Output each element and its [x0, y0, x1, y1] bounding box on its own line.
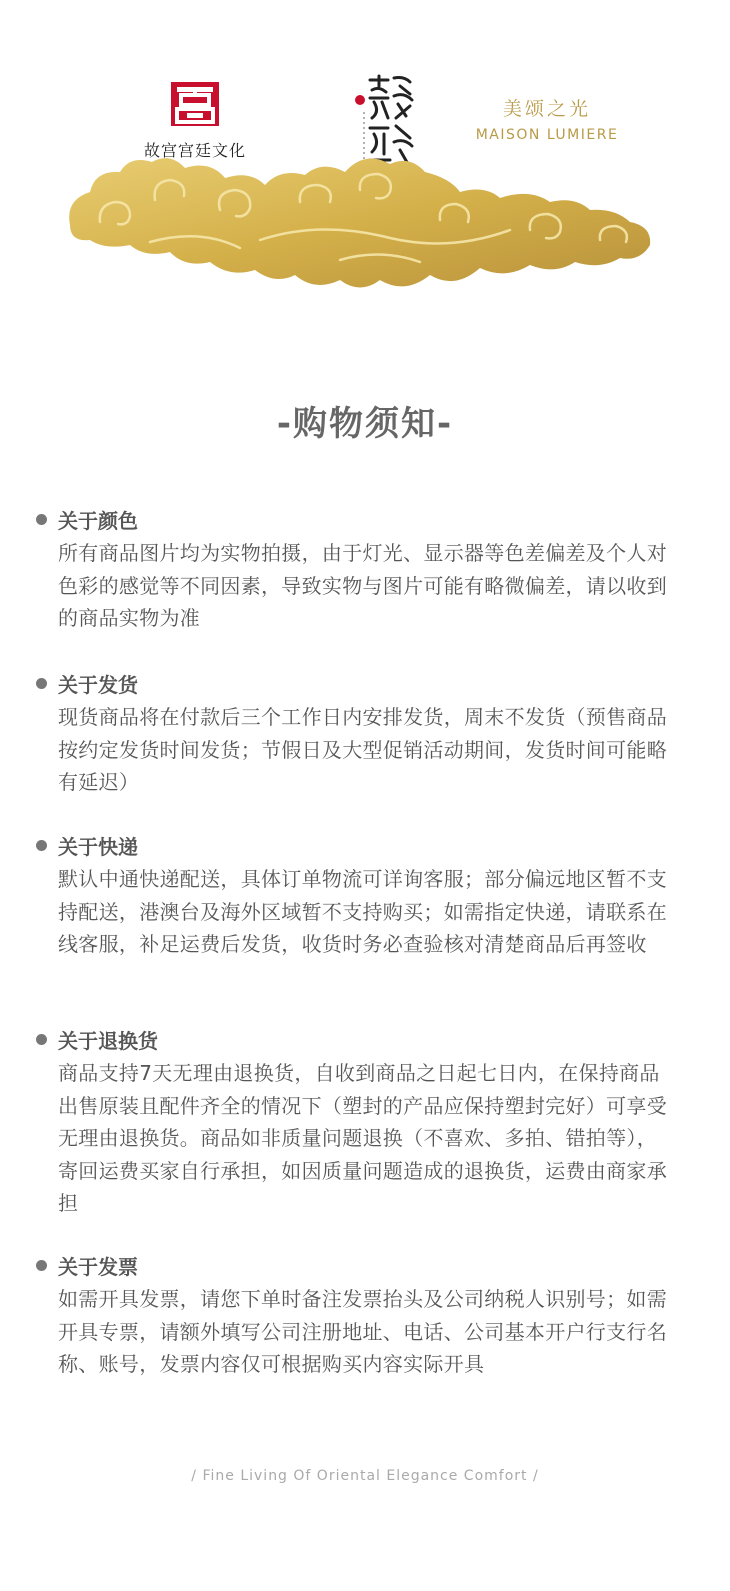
notice-item-invoice — [36, 1250, 676, 1381]
notice-header — [36, 1024, 676, 1054]
golden-cloud-illustration — [60, 130, 660, 300]
notice-title: 关于发货 — [58, 672, 138, 697]
palace-seal-icon — [169, 80, 221, 128]
notice-title: 关于退换货 — [58, 1028, 158, 1053]
notice-title: 关于颜色 — [58, 508, 138, 533]
notice-title: 关于快递 — [58, 834, 138, 859]
bullet-dot-icon — [36, 514, 47, 525]
notice-item-shipping — [36, 668, 676, 799]
notice-body: 所有商品图片均为实物拍摄，由于灯光、显示器等色差偏差及个人对色彩的感觉等不同因素，导致实物与图片可能有略微偏差，请以收到的商品实物为准 — [58, 541, 667, 630]
notice-header — [36, 830, 676, 860]
maison-chinese-name: 美颂之光 — [502, 98, 591, 120]
notice-header — [36, 1250, 676, 1280]
notice-item-color — [36, 504, 676, 635]
notice-title: 关于发票 — [58, 1254, 138, 1279]
notice-header — [36, 668, 676, 698]
notice-item-courier — [36, 830, 676, 961]
notice-body: 如需开具发票，请您下单时备注发票抬头及公司纳税人识别号；如需开具专票，请额外填写公司注册地址、电话、公司基本开户行支行名称、账号，发票内容仅可根据购买内容实际开具 — [58, 1287, 667, 1376]
maison-english-name: MAISON LUMIERE — [475, 127, 619, 143]
notice-header — [36, 504, 676, 534]
palace-logo-text: 故宫宫廷文化 — [143, 141, 246, 160]
bullet-dot-icon — [36, 840, 47, 851]
notice-body: 现货商品将在付款后三个工作日内安排发货，周末不发货（预售商品按约定发货时间发货；节假日及大型促销活动期间，发货时间可能略有延迟） — [58, 705, 667, 794]
page-title: -购物须知- — [276, 404, 454, 444]
notice-body: 商品支持7天无理由退换货，自收到商品之日起七日内，在保持商品出售原装且配件齐全的情况下（塑封的产品应保持塑封完好）可享受无理由退换货。商品如非质量问题退换（不喜欢、多拍、错拍等），寄回运费买家自行承担，如因质量问题造成的退换货，运费由商家承担 — [58, 1061, 667, 1215]
footer-slogan: / Fine Living Of Oriental Elegance Comfort / — [191, 1468, 539, 1484]
notice-item-returns — [36, 1024, 676, 1220]
notice-body: 默认中通快递配送，具体订单物流可详询客服；部分偏远地区暂不支持配送，港澳台及海外区域暂不支持购买；如需指定快递，请联系在线客服，补足运费后发货，收货时务必查验核对清楚商品后再签收 — [58, 867, 667, 956]
bullet-dot-icon — [36, 1034, 47, 1045]
bullet-dot-icon — [36, 678, 47, 689]
bullet-dot-icon — [36, 1260, 47, 1271]
brand-banner — [0, 0, 730, 330]
